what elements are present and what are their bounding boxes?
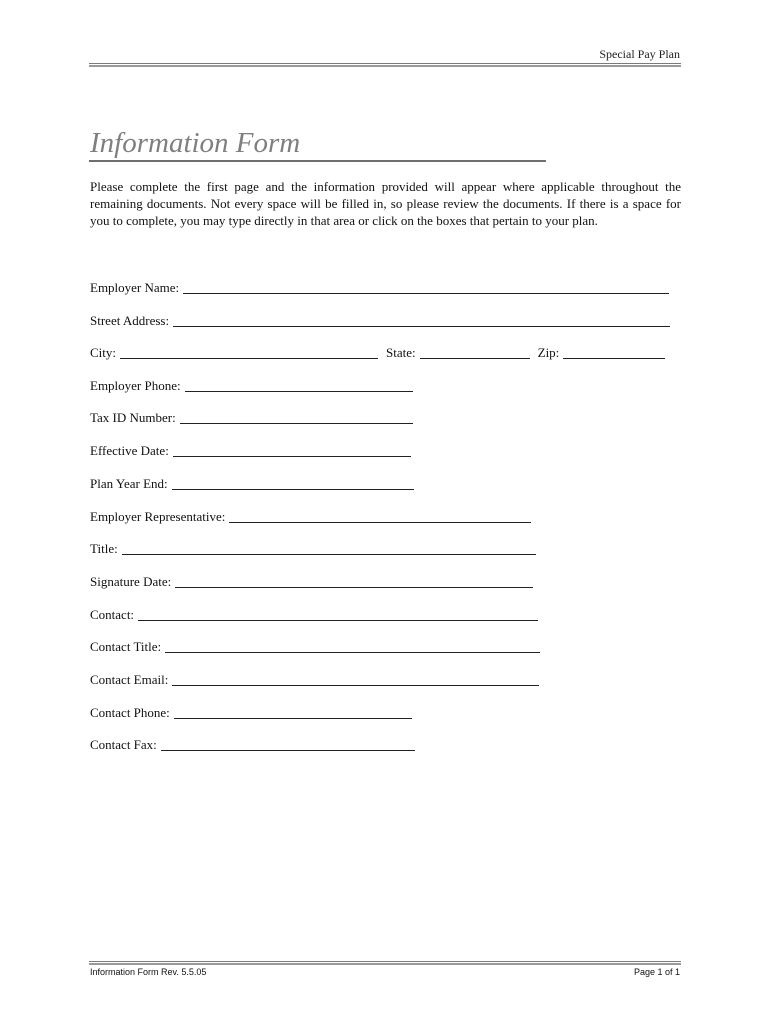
rep-title-field[interactable] [122, 542, 536, 555]
contact-fax-label: Contact Fax: [90, 737, 157, 752]
plan-year-end-field[interactable] [172, 477, 414, 490]
state-label: State: [386, 345, 416, 360]
contact-field[interactable] [138, 608, 538, 621]
street-address-label: Street Address: [90, 313, 170, 328]
signature-date-label: Signature Date: [90, 574, 172, 589]
footer-revision: Information Form Rev. 5.5.05 [90, 967, 207, 977]
employer-representative-label: Employer Representative: [90, 509, 226, 524]
rep-title-label: Title: [90, 541, 118, 556]
employer-name-label: Employer Name: [90, 280, 180, 295]
page-title: Information Form [90, 127, 301, 159]
contact-phone-label: Contact Phone: [90, 705, 170, 720]
signature-date-field[interactable] [175, 575, 533, 588]
effective-date-row [90, 442, 411, 459]
signature-date-row [90, 573, 533, 590]
effective-date-field[interactable] [173, 444, 411, 457]
zip-field[interactable] [563, 346, 665, 359]
tax-id-field[interactable] [180, 411, 413, 424]
city-label: City: [90, 345, 117, 360]
contact-fax-field[interactable] [161, 738, 415, 751]
contact-email-field[interactable] [172, 673, 539, 686]
plan-year-end-row [90, 475, 414, 492]
contact-title-label: Contact Title: [90, 639, 162, 654]
contact-email-row [90, 671, 539, 688]
employer-phone-field[interactable] [185, 379, 413, 392]
contact-label: Contact: [90, 607, 135, 622]
street-address-field[interactable] [173, 314, 670, 327]
footer-page-number: Page 1 of 1 [633, 967, 680, 977]
contact-phone-field[interactable] [174, 706, 412, 719]
intro-paragraph: Please complete the first page and the information provided will appear where applicable throughout the remaining documents. Not every space will be filled in, so please review the documents. If there is a space for you to complete, you may type directly in that area or click on the boxes that pertain to your plan. [90, 179, 681, 228]
contact-row [90, 606, 538, 623]
city-field[interactable] [120, 346, 378, 359]
footer-rule [89, 961, 681, 965]
city-state-zip-row [90, 344, 665, 361]
employer-representative-row [90, 508, 531, 525]
title-underline [89, 160, 546, 162]
running-header: Special Pay Plan [599, 47, 680, 61]
tax-id-label: Tax ID Number: [90, 410, 176, 425]
employer-name-field[interactable] [183, 281, 669, 294]
rep-title-row [90, 540, 536, 557]
zip-label: Zip: [537, 345, 560, 360]
street-address-row [90, 312, 670, 329]
employer-representative-field[interactable] [229, 510, 531, 523]
header-rule [89, 63, 681, 67]
employer-name-row [90, 279, 669, 296]
contact-title-row [90, 638, 540, 655]
employer-phone-row [90, 377, 413, 394]
effective-date-label: Effective Date: [90, 443, 169, 458]
employer-phone-label: Employer Phone: [90, 378, 181, 393]
contact-email-label: Contact Email: [90, 672, 169, 687]
contact-phone-row [90, 704, 412, 721]
contact-fax-row [90, 736, 415, 753]
tax-id-row [90, 409, 413, 426]
contact-title-field[interactable] [165, 640, 540, 653]
plan-year-end-label: Plan Year End: [90, 476, 168, 491]
state-field[interactable] [420, 346, 530, 359]
